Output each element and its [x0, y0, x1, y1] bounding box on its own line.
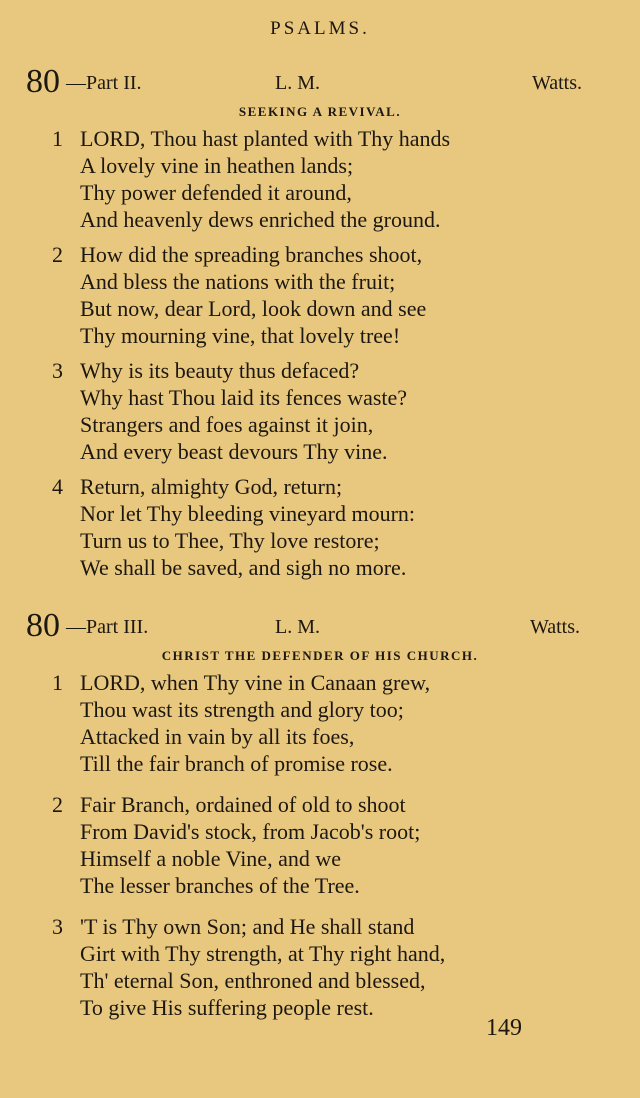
- verse-line: And heavenly dews enriched the ground.: [80, 207, 441, 232]
- stanza: [0, 125, 640, 233]
- verse-line: Nor let Thy bleeding vineyard mourn:: [80, 501, 416, 526]
- verse-line: Till the fair branch of promise rose.: [80, 751, 393, 776]
- verse-line: Thy power defended it around,: [80, 180, 352, 205]
- verse-line: Return, almighty God, return;: [80, 474, 343, 499]
- verse-line: Himself a noble Vine, and we: [80, 846, 341, 871]
- verse-line: Why hast Thou laid its fences waste?: [80, 385, 408, 410]
- verse-line: Fair Branch, ordained of old to shoot: [80, 792, 406, 817]
- stanza-number: 1: [52, 670, 63, 695]
- verse-line: Turn us to Thee, Thy love restore;: [80, 528, 380, 553]
- verse-line: And every beast devours Thy vine.: [80, 439, 388, 464]
- hymn-meter: L. M.: [275, 616, 320, 638]
- hymn-part-label: —Part II.: [66, 72, 142, 94]
- stanza-number: 3: [52, 358, 63, 383]
- hymn-number: 80: [26, 607, 60, 644]
- verse-line: A lovely vine in heathen lands;: [80, 153, 354, 178]
- verse-line: And bless the nations with the fruit;: [80, 269, 396, 294]
- verse-line: 'T is Thy own Son; and He shall stand: [80, 914, 415, 939]
- hymn-part-label: —Part III.: [66, 616, 149, 638]
- stanza: [0, 241, 640, 349]
- verse-line: Strangers and foes against it join,: [80, 412, 374, 437]
- verse-line: Thou wast its strength and glory too;: [80, 697, 404, 722]
- stanza: [0, 473, 640, 581]
- verse-line: Why is its beauty thus defaced?: [80, 358, 360, 383]
- verse-line: The lesser branches of the Tree.: [80, 873, 360, 898]
- page-number: 149: [486, 1015, 522, 1041]
- hymn-author: Watts.: [531, 72, 582, 94]
- verse-line: But now, dear Lord, look down and see: [80, 296, 427, 321]
- stanza: [0, 913, 640, 1021]
- hymn-part-ii: [0, 62, 640, 581]
- stanza-number: 3: [52, 914, 63, 939]
- verse-line: From David's stock, from Jacob's root;: [80, 819, 421, 844]
- hymn-header: [0, 606, 640, 646]
- verse-line: Attacked in vain by all its foes,: [80, 724, 355, 749]
- stanza-number: 4: [52, 474, 63, 499]
- verse-line: Th' eternal Son, enthroned and blessed,: [80, 968, 426, 993]
- verse-line: Thy mourning vine, that lovely tree!: [80, 323, 401, 348]
- stanza: [0, 669, 640, 777]
- stanza: [0, 357, 640, 465]
- verse-line: Girt with Thy strength, at Thy right hand,: [80, 941, 446, 966]
- hymn-author: Watts.: [529, 616, 580, 638]
- verse-line: How did the spreading branches shoot,: [80, 242, 423, 267]
- stanza: [0, 791, 640, 899]
- stanza-number: 2: [52, 242, 63, 267]
- hymn-title: CHRIST THE DEFENDER OF HIS CHURCH.: [161, 648, 479, 663]
- hymn-title: SEEKING A REVIVAL.: [238, 104, 402, 119]
- verse-line: LORD, Thou hast planted with Thy hands: [80, 126, 451, 151]
- stanza-number: 1: [52, 126, 63, 151]
- hymn-part-iii: [0, 606, 640, 1021]
- stanza-number: 2: [52, 792, 63, 817]
- hymn-number: 80: [26, 63, 60, 100]
- hymn-header: [0, 62, 640, 102]
- running-head: PSALMS.: [270, 18, 370, 39]
- verse-line: To give His suffering people rest.: [80, 995, 374, 1020]
- verse-line: LORD, when Thy vine in Canaan grew,: [80, 670, 431, 695]
- hymn-meter: L. M.: [275, 72, 320, 94]
- verse-line: We shall be saved, and sigh no more.: [80, 555, 407, 580]
